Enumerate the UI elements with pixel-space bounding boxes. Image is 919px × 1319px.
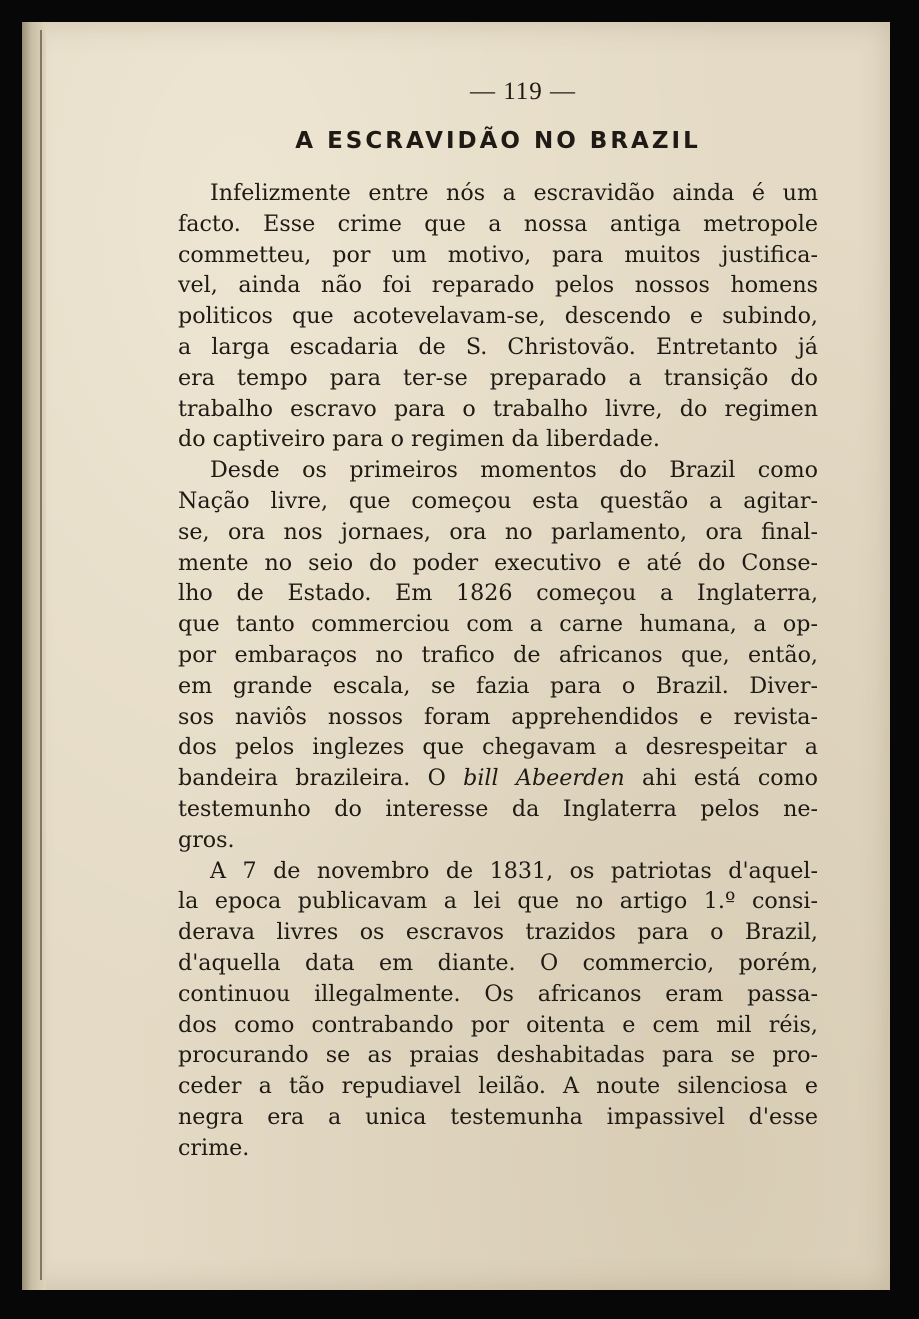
text-line: que tanto commerciou com a carne humana, a op- [178, 611, 818, 638]
text-line: sos naviôs nossos foram apprehendidos e revista- [178, 703, 818, 730]
text-segment: ahi está como [641, 765, 819, 792]
page-number: — 119 — [469, 78, 577, 105]
chapter-title: A ESCRAVIDÃO NO BRAZIL [295, 128, 701, 154]
text-line: la epoca publicavam a lei que no artigo 1.º consi- [178, 888, 818, 915]
text-line: dos pelos inglezes que chegavam a desrespeitar a [178, 734, 818, 761]
text-line: mente no seio do poder executivo e até do Conse- [178, 549, 818, 576]
text-line: trabalho escravo para o trabalho livre, do regimen [178, 395, 818, 422]
text-line: d'aquella data em diante. O commercio, porém, [178, 949, 818, 976]
text-line: a larga escadaria de S. Christovão. Entretanto já [178, 333, 818, 360]
text-line: continuou illegalmente. Os africanos eram passa- [178, 980, 818, 1007]
text-line: do captiveiro para o regimen da liberdade. [178, 426, 660, 453]
text-line-with-italic [178, 763, 818, 794]
book-binding-edge [22, 22, 46, 1290]
page-text-block [178, 78, 818, 1164]
text-line: Nação livre, que começou esta questão a agitar- [178, 487, 818, 514]
text-line: politicos que acotevelavam-se, descendo e subindo, [178, 303, 818, 330]
text-line: ceder a tão repudiavel leilão. A noute silenciosa e [178, 1073, 818, 1100]
text-line: commetteu, por um motivo, para muitos justifica- [178, 241, 818, 268]
text-line: derava livres os escravos trazidos para o Brazil, [178, 919, 818, 946]
italic-bill-name: bill Abeerden [463, 765, 625, 792]
text-line: gros. [178, 826, 235, 853]
text-line: crime. [178, 1134, 250, 1161]
text-line: dos como contrabando por oitenta e cem mil réis, [178, 1011, 818, 1038]
binding-fold-line [40, 30, 42, 1280]
paragraph-2 [178, 455, 818, 855]
text-line: negra era a unica testemunha impassivel d'esse [178, 1103, 818, 1130]
text-line: lho de Estado. Em 1826 começou a Inglaterra, [178, 580, 818, 607]
text-line: Infelizmente entre nós a escravidão ainda é um [210, 180, 818, 206]
text-line: por embaraços no trafico de africanos que, então, [178, 641, 818, 668]
text-line: procurando se as praias deshabitadas para se pro- [178, 1042, 818, 1069]
text-line: facto. Esse crime que a nossa antiga metropole [178, 210, 818, 237]
text-segment: bandeira brazileira. O [178, 765, 446, 792]
text-line: em grande escala, se fazia para o Brazil. Diver- [178, 672, 818, 699]
text-line: vel, ainda não foi reparado pelos nossos homens [178, 272, 818, 299]
paragraph-1 [178, 178, 818, 455]
text-line: era tempo para ter-se preparado a transição do [178, 364, 818, 391]
paragraph-3 [178, 856, 818, 1164]
text-line: A 7 de novembro de 1831, os patriotas d'aquel- [210, 857, 818, 884]
text-line: Desde os primeiros momentos do Brazil como [210, 457, 818, 484]
text-line: se, ora nos jornaes, ora no parlamento, ora final- [178, 518, 818, 545]
text-line: testemunho do interesse da Inglaterra pelos ne- [178, 795, 818, 822]
